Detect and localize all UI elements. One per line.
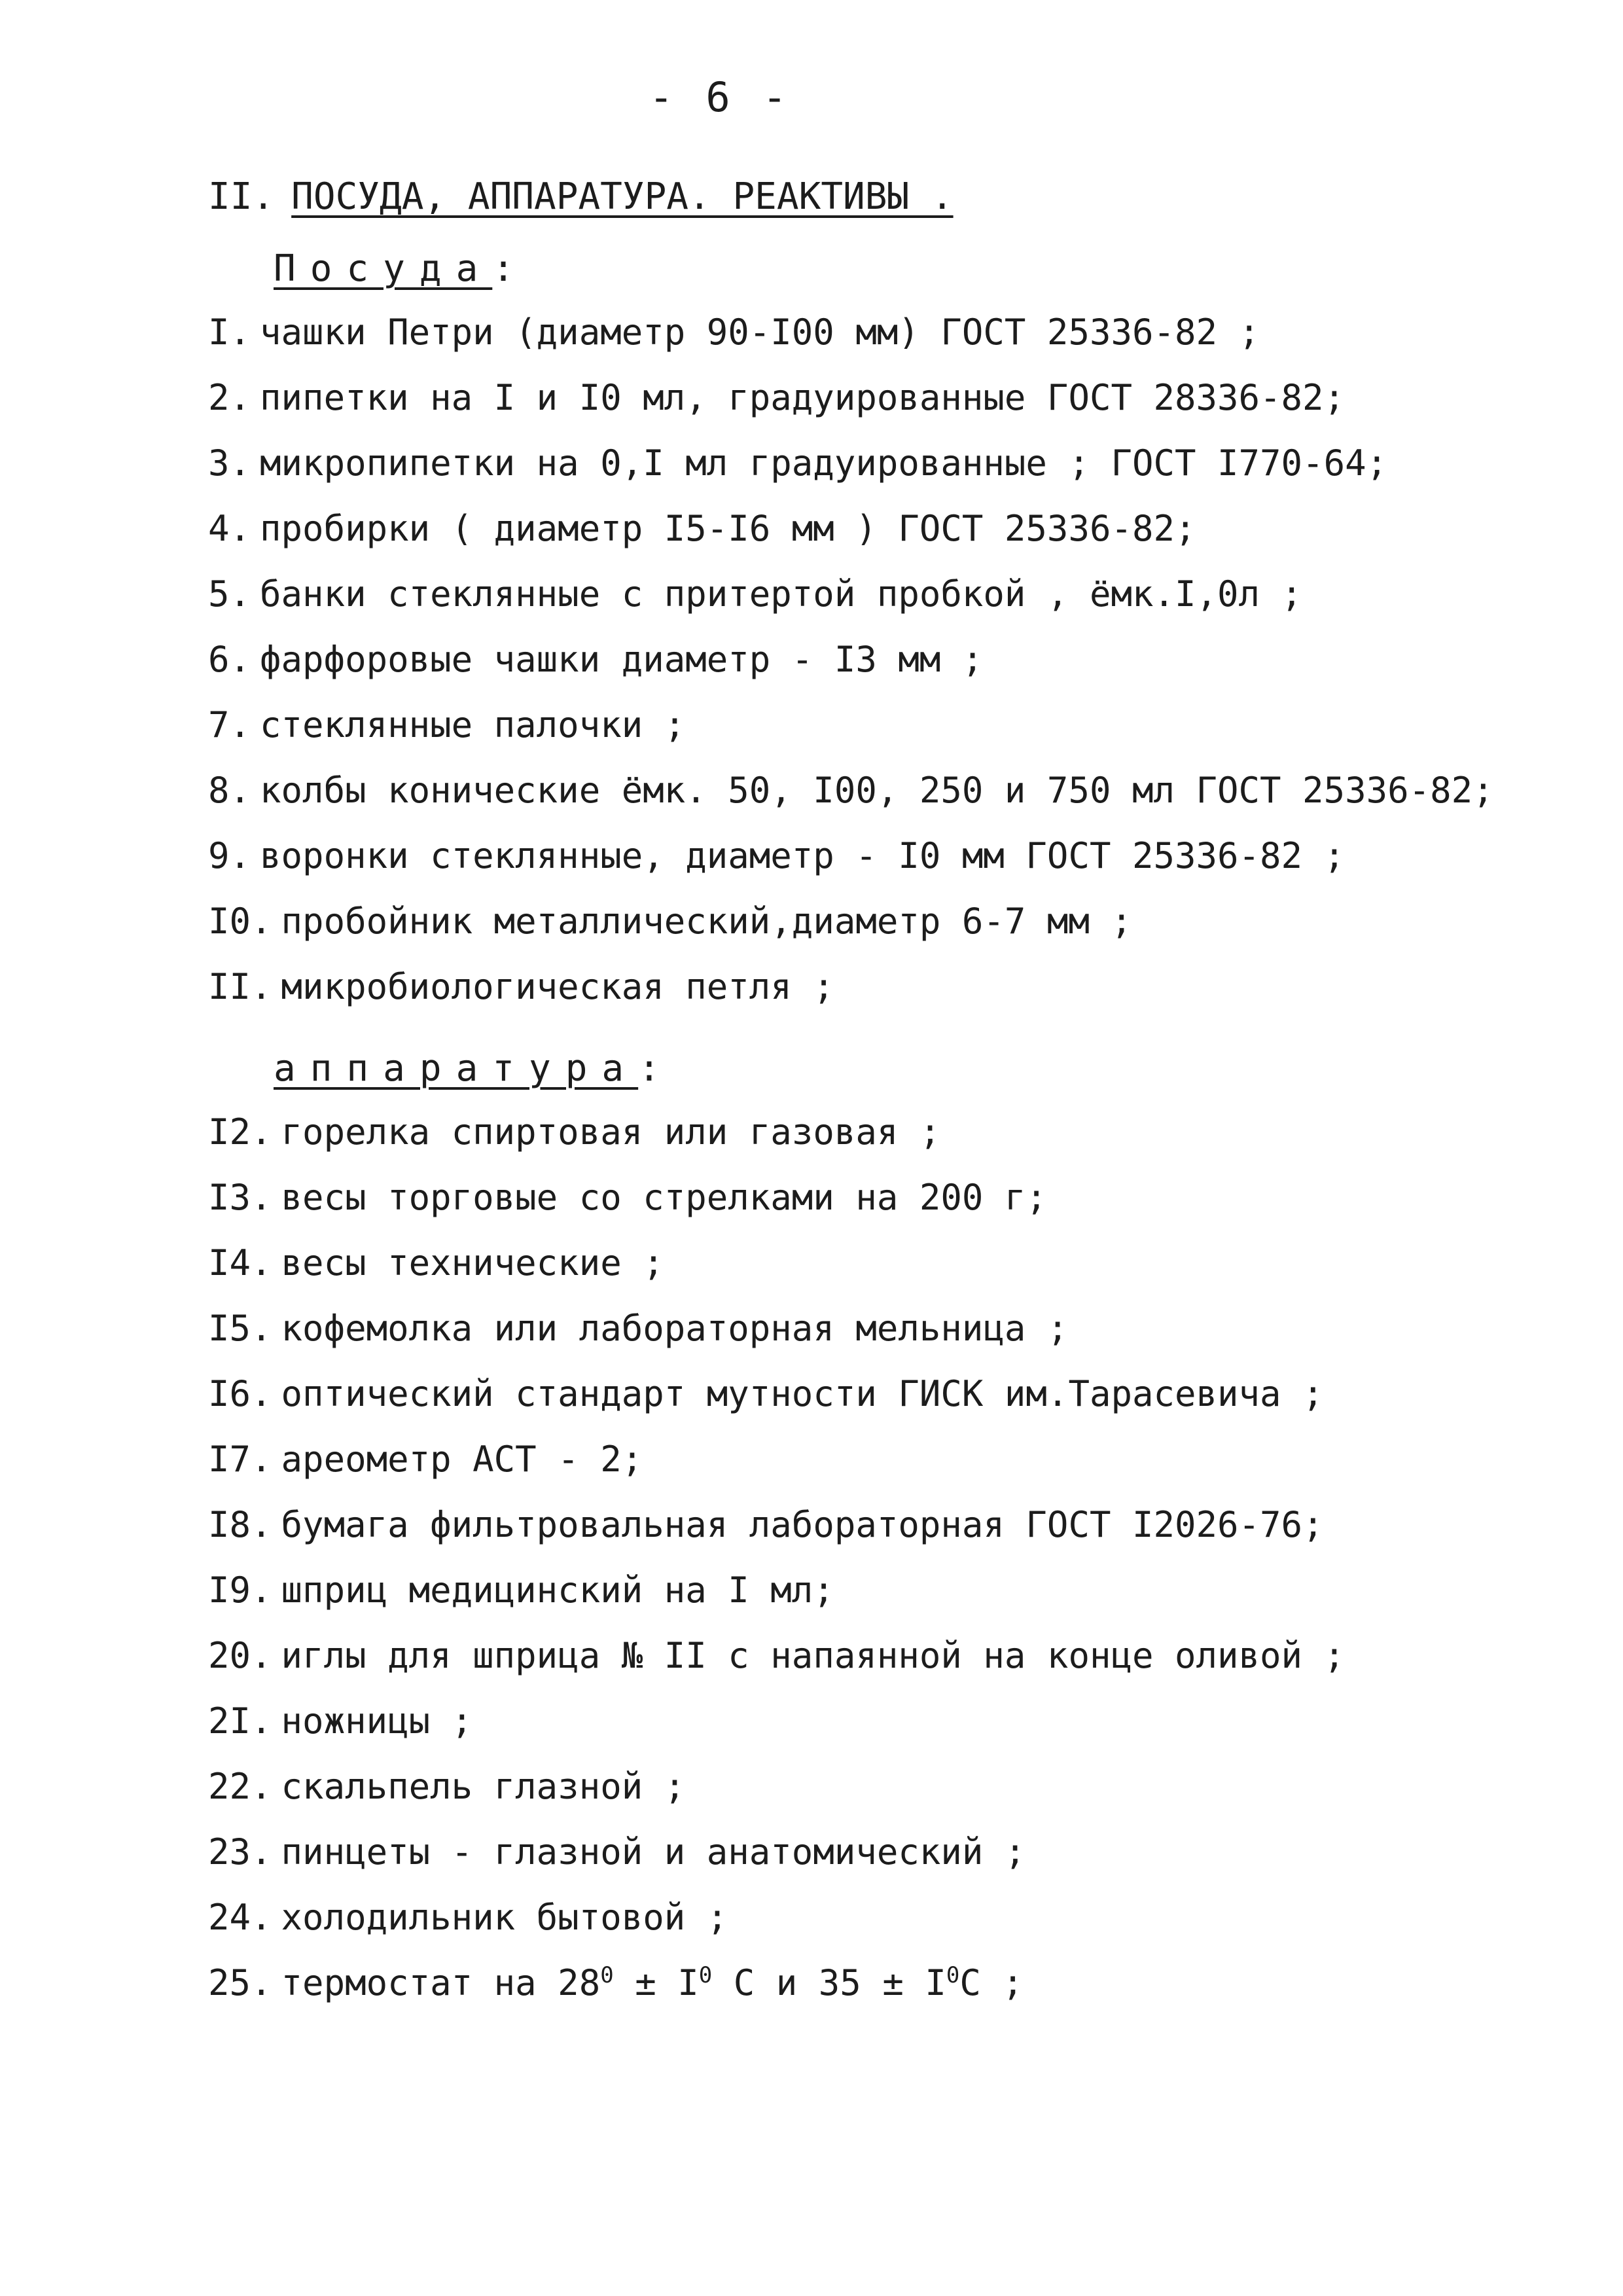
item-text: микропипетки на 0,I мл градуированные ; ГОСТ I770-64; <box>260 442 1388 484</box>
list-item <box>208 627 1494 692</box>
item-number: I8. <box>208 1504 272 1545</box>
item-number: I2. <box>208 1111 272 1153</box>
item-text: весы торговые со стрелками на 200 г; <box>281 1177 1047 1218</box>
item-text: бумага фильтровальная лабораторная ГОСТ I2026-76; <box>281 1504 1324 1545</box>
item-number: 6. <box>208 639 251 680</box>
item-text: иглы для шприца № II с напаянной на конце оливой ; <box>281 1635 1346 1676</box>
item-text: чашки Петри (диаметр 90-I00 мм) ГОСТ 25336-82 ; <box>260 312 1260 353</box>
item-text: стеклянные палочки ; <box>260 704 686 745</box>
item-text: пипетки на I и I0 мл, градуированные ГОСТ 28336-82; <box>260 377 1346 418</box>
list-item <box>208 954 1494 1020</box>
list-item <box>208 1230 1345 1296</box>
item-text: скальпель глазной ; <box>281 1766 686 1807</box>
section-number: II. <box>208 175 275 218</box>
glassware-subheading-word: Посуда <box>274 247 493 290</box>
apparatus-subheading-colon: : <box>638 1047 675 1090</box>
list-item <box>208 562 1494 627</box>
item-text: пробирки ( диаметр I5-I6 мм ) ГОСТ 25336-82; <box>260 508 1196 549</box>
glassware-list <box>208 300 1494 1020</box>
item-number: I5. <box>208 1308 272 1349</box>
item-number: II. <box>208 966 272 1007</box>
degree-superscript: 0 <box>698 1962 713 1988</box>
item-number: I0. <box>208 901 272 942</box>
item-number: I7. <box>208 1439 272 1480</box>
item-number: 7. <box>208 704 251 745</box>
section-heading <box>208 175 954 218</box>
item-text: ареометр АСТ - 2; <box>281 1439 643 1480</box>
section-title: ПОСУДА, АППАРАТУРА. РЕАКТИВЫ . <box>291 175 954 218</box>
item-text: ножницы ; <box>281 1700 473 1742</box>
item-number: I9. <box>208 1570 272 1611</box>
item-text: весы технические ; <box>281 1242 664 1283</box>
glassware-subheading-colon: : <box>492 247 529 290</box>
list-item <box>208 1885 1345 1950</box>
list-item <box>208 1950 1345 2016</box>
item-text-part: С ; <box>959 1962 1024 2003</box>
item-number: I4. <box>208 1242 272 1283</box>
item-text: пинцеты - глазной и анатомический ; <box>281 1831 1026 1873</box>
item-number: 5. <box>208 573 251 615</box>
glassware-subheading <box>274 247 529 290</box>
item-text: фарфоровые чашки диаметр - I3 мм ; <box>260 639 984 680</box>
item-number: I6. <box>208 1373 272 1414</box>
item-number: 3. <box>208 442 251 484</box>
list-item <box>208 1165 1345 1230</box>
list-item <box>208 1492 1345 1558</box>
list-item <box>208 1558 1345 1623</box>
item-number: 2. <box>208 377 251 418</box>
item-text: горелка спиртовая или газовая ; <box>281 1111 941 1153</box>
list-item <box>208 365 1494 431</box>
item-number: 9. <box>208 835 251 876</box>
item-number: 20. <box>208 1635 272 1676</box>
item-number: 4. <box>208 508 251 549</box>
degree-superscript: 0 <box>946 1962 960 1988</box>
list-item <box>208 1820 1345 1885</box>
list-item <box>208 758 1494 823</box>
list-item <box>208 1100 1345 1165</box>
list-item <box>208 1296 1345 1361</box>
item-number: I. <box>208 312 251 353</box>
item-text: оптический стандарт мутности ГИСК им.Тарасевича ; <box>281 1373 1324 1414</box>
item-number: 22. <box>208 1766 272 1807</box>
item-text-part: термостат на 28 <box>281 1962 601 2003</box>
item-text: холодильник бытовой ; <box>281 1897 728 1938</box>
page-number: - 6 - <box>649 73 791 121</box>
list-item <box>208 1689 1345 1754</box>
item-text: шприц медицинский на I мл; <box>281 1570 834 1611</box>
apparatus-subheading-word: аппаратура <box>274 1047 639 1090</box>
item-text: микробиологическая петля ; <box>281 966 834 1007</box>
item-text-part: С и 35 ± I <box>712 1962 946 2003</box>
item-text: пробойник металлический,диаметр 6-7 мм ; <box>281 901 1132 942</box>
item-number: 25. <box>208 1962 272 2003</box>
item-text <box>281 1962 1024 2003</box>
item-text-part: ± I <box>613 1962 699 2003</box>
list-item <box>208 1427 1345 1492</box>
item-text: банки стеклянные с притертой пробкой , ёмк.I,0л ; <box>260 573 1303 615</box>
list-item <box>208 1754 1345 1820</box>
list-item <box>208 692 1494 758</box>
item-number: 24. <box>208 1897 272 1938</box>
list-item <box>208 823 1494 889</box>
apparatus-list <box>208 1100 1345 2016</box>
item-number: I3. <box>208 1177 272 1218</box>
apparatus-subheading <box>274 1047 675 1090</box>
item-text: колбы конические ёмк. 50, I00, 250 и 750 мл ГОСТ 25336-82; <box>260 770 1494 811</box>
item-text: кофемолка или лабораторная мельница ; <box>281 1308 1069 1349</box>
item-number: 23. <box>208 1831 272 1873</box>
list-item <box>208 889 1494 954</box>
item-text: воронки стеклянные, диаметр - I0 мм ГОСТ 25336-82 ; <box>260 835 1346 876</box>
degree-superscript: 0 <box>600 1962 614 1988</box>
list-item <box>208 300 1494 365</box>
item-number: 8. <box>208 770 251 811</box>
list-item <box>208 431 1494 496</box>
list-item <box>208 1361 1345 1427</box>
item-number: 2I. <box>208 1700 272 1742</box>
list-item <box>208 1623 1345 1689</box>
list-item <box>208 496 1494 562</box>
